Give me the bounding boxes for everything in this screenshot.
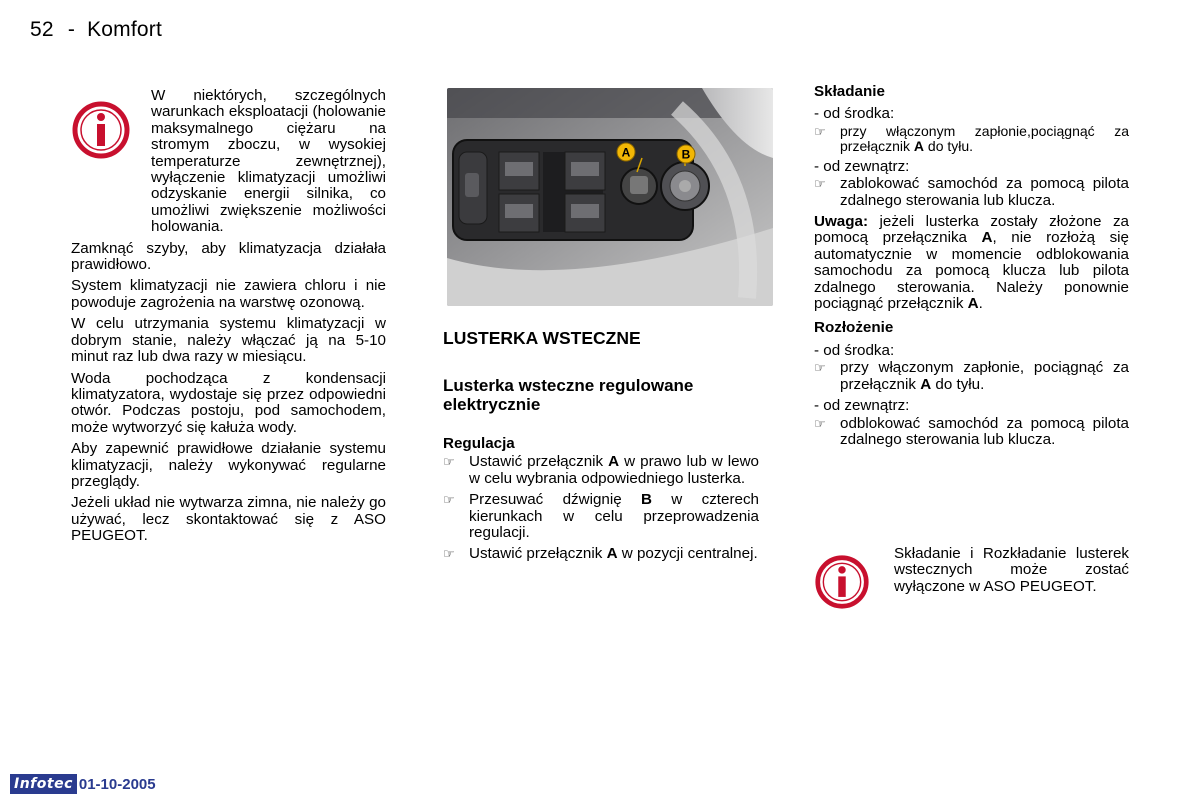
pointing-hand-icon: ☞ <box>814 415 826 431</box>
list-item: ☞ zablokować samochód za pomocą pilota zdalnego sterowania lub klucza. <box>814 175 1129 209</box>
label-b: B <box>681 147 691 162</box>
info-note-towing <box>71 88 386 236</box>
folding-inside-label: - od środka: <box>814 105 895 123</box>
heading-folding: Składanie <box>814 83 885 100</box>
subtitle-electric-mirrors: Lusterka wsteczne regulowane elektrycznie <box>443 376 694 414</box>
column-climate <box>71 88 386 550</box>
unfold-inside-label: - od środka: <box>814 341 895 359</box>
unfold-outside-label: - od zewnątrz: <box>814 397 910 415</box>
folding-outside-label: - od zewnątrz: <box>814 157 910 175</box>
paragraph-close-windows: Zamknąć szyby, aby klimatyzacja działała prawidłowo. <box>71 239 386 274</box>
paragraph-maintenance: W celu utrzymania systemu klimatyzacji w dobrym stanie, należy włączać ją na 5-10 minut raz lub dwa razy w miesiącu. <box>71 315 386 366</box>
page-header <box>30 18 162 42</box>
footer-date: 01-10-2005 <box>78 775 156 793</box>
page-number: 52 <box>30 18 54 41</box>
pointing-hand-icon: ☞ <box>443 492 455 508</box>
info-note-text: W niektórych, szczególnych warunkach eksploatacji (holowanie maksymalnego ciężaru na stromym zboczu, w wysokiej temperaturze zewnętrznej), wyłączenie klimatyzacji umożliwi odzyskanie energii silnika, co umożliwi zwiększenie możliwości holowania. <box>151 87 386 236</box>
heading-adjustment: Regulacja <box>443 435 515 452</box>
column-mirrors <box>443 328 759 568</box>
section-title-mirrors: LUSTERKA WSTECZNE <box>443 328 641 348</box>
pointing-hand-icon: ☞ <box>814 360 826 376</box>
list-item: ☞ Ustawić przełącznik A w pozycji centralnej. <box>443 545 758 563</box>
info-note-text: Składanie i Rozkładanie lusterek wstecznych może zostać wyłączone w ASO PEUGEOT. <box>894 545 1129 595</box>
infotec-logo: Infotec <box>10 774 77 794</box>
list-item: ☞ odblokować samochód za pomocą pilota zdalnego sterowania lub klucza. <box>814 414 1129 448</box>
pointing-hand-icon: ☞ <box>443 546 455 562</box>
heading-unfolding: Rozłożenie <box>814 319 894 337</box>
list-item: ☞ przy włączonym zapłonie,pociągnąć za przełącznik A do tyłu. <box>814 122 1129 154</box>
paragraph-no-cold: Jeżeli układ nie wytwarza zimna, nie należy go używać, lecz skontaktować się z ASO PEUGEOT. <box>71 494 386 545</box>
mirror-switch-photo <box>447 88 773 306</box>
info-note-folding <box>814 546 1129 614</box>
list-item: ☞ Przesuwać dźwignię B w czterech kierunkach w celu przeprowadzenia regulacji. <box>443 491 759 542</box>
pointing-hand-icon: ☞ <box>443 454 455 470</box>
list-item: ☞ Ustawić przełącznik A w prawo lub w lewo w celu wybrania odpowiedniego lusterka. <box>443 453 759 487</box>
list-item: ☞ przy włączonym zapłonie, pociągnąć za przełącznik A do tyłu. <box>814 359 1129 393</box>
column-folding <box>814 84 1129 453</box>
info-circle-icon <box>71 100 131 160</box>
paragraph-no-chlorine: System klimatyzacji nie zawiera chloru i nie powoduje zagrożenia na warstwę ozonową. <box>71 277 386 311</box>
door-panel-image <box>447 88 773 306</box>
warning-note: Uwaga: jeżeli lusterka zostały złożone za pomocą przełącznika A, nie rozłożą się automatycznie w momencie odblokowania samochodu za pomocą klucza lub pilota zdalnego sterowania. Należy ponownie pociągnąć przełącznik A. <box>814 213 1129 313</box>
paragraph-inspections: Aby zapewnić prawidłowe działanie systemu klimatyzacji, należy wykonywać regularne przeglądy. <box>71 440 386 490</box>
header-separator: - <box>67 18 76 41</box>
info-circle-icon <box>814 554 870 610</box>
label-a: A <box>621 145 631 160</box>
pointing-hand-icon: ☞ <box>814 123 826 139</box>
paragraph-condensation: Woda pochodząca z kondensacji klimatyzatora, wydostaje się przez odpowiedni otwór. Podczas postoju, pod samochodem, może wytworzyć się kałuża wody. <box>71 369 386 436</box>
pointing-hand-icon: ☞ <box>814 176 826 192</box>
page-footer <box>10 774 156 794</box>
section-title: Komfort <box>87 18 162 41</box>
